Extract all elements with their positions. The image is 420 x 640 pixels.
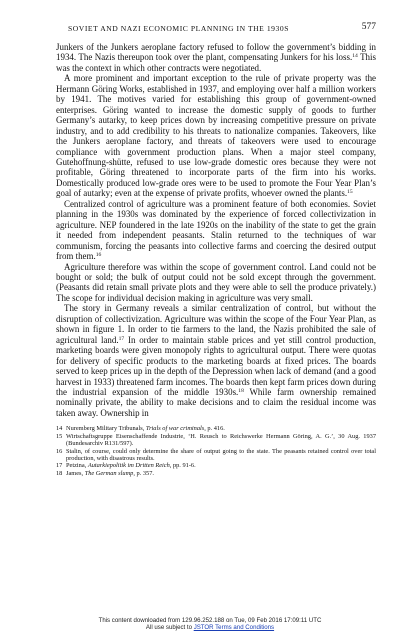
download-notice: This content downloaded from 129.96.252.188 on Tue, 09 Feb 2016 17:09:11 UTC [98, 617, 322, 624]
footnote-title: The German slump [84, 469, 134, 477]
footnote-ref: 14 [352, 53, 358, 60]
paragraph-text: While farm ownership remained nominally private, the ability to make decisions and to claim the residual income was taken away. Ownership in [56, 386, 376, 418]
footnote-number: 17 [56, 462, 63, 470]
footnote-number: 16 [56, 447, 63, 455]
footnote-ref: 17 [118, 335, 125, 342]
paragraph-text: Centralized control of agriculture was a prominent feature of both economies. Soviet planning in the 1930s was dominated by the experience of forced collectivization in agriculture. NEP foundered in the late 1920s on the inability of the state to get the grain it needed from independent peasants. Stalin returned to the techniques of war communism, forcing the peasants into collective farms and coercing the desired output from them. [56, 198, 376, 262]
footnote-number: 15 [56, 432, 63, 440]
paragraph-text: In order to maintain stable prices and yet still control production, marketing boards were given monopoly rights to agricultural output. There were quotas for delivery of specific products to the marketing boards at fixed prices. The boards served to keep prices up in the depth of the Depression when lack of demand (and a good harvest in 1933) threatened farm incomes. The boards then kept farm prices down during the industrial expansion of the middle 1930s. [56, 334, 376, 397]
footnote-ref: 15 [347, 189, 353, 196]
paragraph-text: A more prominent and important exception to the rule of private property was the Hermann Göring Works, established in 1937, and employing over half a million workers by 1941. The motives varied for establishing this group of government-owned enterprises. Göring wanted to increase the domestic supply of goods to further Germany’s autarky, to keep prices down by increasing competitive pressure on private industry, and to add credibility to his threats to nationalize companies. Takeovers, like the Junkers aeroplane factory, and threats of takeovers were used to encourage compliance with government production plans. When a major steel company, Gutehoffnung-shütte, refused to use low-grade domestic ores because they were not profitable, Göring threatened to incorporate parts of the firm into his works. Domestically produced low-grade ores were to be used to promote the Four Year Plan’s goal of autarky; even at the expense of private profits, whoever owned the plants. [56, 73, 376, 199]
footnote-text: Stalin, of course, could only determine the share of output going to the state. The peasants retained control over total production, with disastrous results. [66, 447, 376, 462]
footnote-text: , p. 416. [204, 425, 225, 433]
footnote-text: James, [66, 469, 85, 477]
footnote-ref: 18 [238, 387, 244, 394]
footnote-title: Autarkiepolitik im Dritten Reich [87, 462, 170, 470]
paragraph-text: Agriculture therefore was within the scope of government control. Land could not be bought or sold; the bulk of output could not be sold except through the government. (Peasants did retain small private plots and they were able to sell the produce privately.) The scope for individual decision making in agriculture was very small. [56, 261, 376, 303]
body-paragraph [56, 303, 376, 418]
footnote [56, 448, 376, 463]
footnote-text: Nuremberg Military Tribunals, [66, 425, 146, 433]
paragraph-text: Junkers of the Junkers aeroplane factory refused to follow the government’s bidding in 1934. The Nazis thereupon took over the plant, compensating Junkers for his loss. [56, 42, 376, 63]
footnote-text: Petzina, [66, 462, 88, 470]
footnote [56, 462, 376, 469]
body-paragraph [56, 73, 376, 198]
running-title: SOVIET AND NAZI ECONOMIC PLANNING IN THE 1930S [68, 24, 289, 33]
body-paragraph [56, 199, 376, 262]
terms-link[interactable]: JSTOR Terms and Conditions [193, 624, 275, 632]
footnote [56, 470, 376, 477]
footnote-number: 18 [56, 469, 63, 477]
footnote-text: Wirtschaftsgruppe Eisenschaffende Industrie, ‘H. Reusch to Reichswerke Hermann Göring, A. G.’, 30 Aug. 1937 (Bundesarchiv R131/597). [66, 432, 376, 448]
footnote-text: , pp. 91-6. [169, 462, 196, 470]
jstor-footer [0, 617, 420, 631]
terms-prefix: All use subject to [145, 624, 194, 632]
terms-line [0, 624, 420, 631]
journal-page [56, 22, 376, 477]
footnotes [56, 425, 376, 477]
article-body [56, 42, 376, 418]
footnote-number: 14 [56, 425, 63, 433]
body-paragraph [56, 42, 376, 73]
paragraph-text: The story in Germany reveals a similar centralization of control, but without the disruption of collectivization. Agriculture was within the scope of the Four Year Plan, as shown in figure 1. In order to tie farmers to the land, the Nazis prohibited the sale of agricultural land. [56, 303, 376, 345]
footnote-text: , p. 357. [133, 469, 154, 477]
footnote-ref: 16 [95, 251, 102, 258]
footnote [56, 425, 376, 432]
body-paragraph [56, 262, 376, 304]
footnote-title: Trials of war criminals [145, 425, 205, 433]
page-number: 577 [361, 22, 376, 32]
running-header [56, 22, 376, 38]
paragraph-text: This was the context in which other contracts were negotiated. [56, 52, 376, 73]
footnote [56, 433, 376, 448]
